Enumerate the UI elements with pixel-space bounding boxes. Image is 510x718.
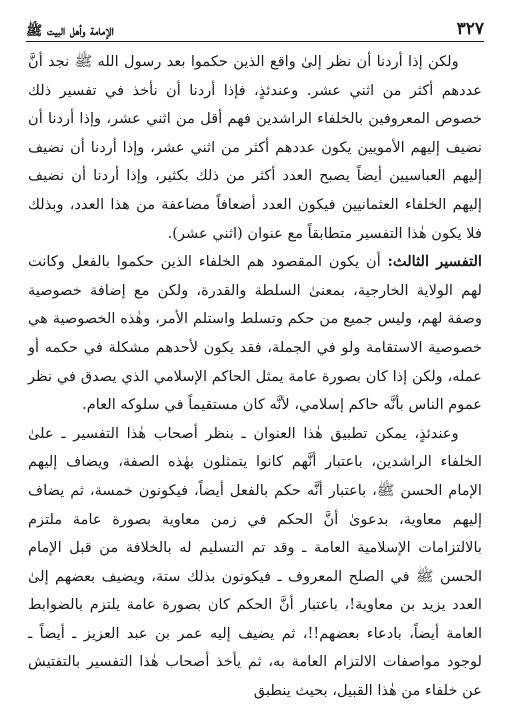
body-text — [28, 48, 482, 706]
paragraph-1: ولكن إذا أردنا أن نظر إلىٰ واقع الذين حكموا بعد رسول الله ﷺ نجد أنَّ عددهم أكثر من اثني عشر. وعندئذٍ، فإذا أردنا أن نأخذ في تفسير ذلك خصوص المعروفين بالخلفاء الراشدين فهم أقل من اثني عشر، وإذا أردنا أن نضيف إليهم الأمويين يكون عددهم أكثر من اثني عشر، وإذا أردنا أن نضيف إليهم العباسيين أيضاً يصبح العدد أكثر من ذلك بكثير، وإذا أردنا أن نضيف إليهم الخلفاء العثمانيين فيكون العدد أضعافاً مضاعفة من هذا العدد، وبذلك فلا يكون هٰذا التفسير متطابقاً مع عنوان (اثني عشر). — [28, 53, 482, 242]
paragraph-2 — [28, 248, 482, 420]
running-title: الإمامة وأهل البيت ﷺ — [26, 22, 114, 39]
page-number: ٣٢٧ — [456, 19, 484, 39]
page-header — [26, 14, 484, 42]
paragraph-2-text: أن يكون المقصود هم الخلفاء الذين حكموا بالفعل وكانت لهم الولاية الخارجية، بمعنىٰ السلطة والقدرة، ولكن مع إضافة خصوصية وصفة لهم، وليس جميع من حكم وتسلط واستلم الأمر، وهٰذه الخصوصية هي خصوصية الاستقامة ولو في الجملة، فقد يكون لأحدهم مشكلة في حكمه أو عمله، ولكن إذا كان بصورة عامة يمثل الحاكم الإسلامي الذي يصدق في نظر عموم الناس بأنَّه حاكم إسلامي، لأنَّه كان مستقيماً في سلوكه العام. — [28, 253, 482, 414]
section-heading: التفسير الثالث: — [387, 253, 482, 271]
paragraph-3: وعندئذٍ، يمكن تطبيق هٰذا العنوان ـ بنظر أصحاب هٰذا التفسير ـ علىٰ الخلفاء الراشدين، باعتبار أنَّهم كانوا يتمثلون بهٰذه الصفة، ويضاف إليهم الإمام الحسن ﷺ، باعتبار أنَّه حكم بالفعل أيضاً، فيكونون خمسة، ثم يضاف إليهم معاوية، بدعوىٰ أنَّ الحكم في زمن معاوية بصورة عامة ملتزم بالالتزامات الإسلامية العامة ـ وقد تم التسليم له بالخلافة من قبل الإمام الحسن ﷺ في الصلح المعروف ـ فيكونون بذلك ستة، ويضيف بعضهم إلىٰ العدد يزيد بن معاوية!، باعتبار أنَّ الحكم كان بصورة عامة يلتزم بالضوابط العامة أيضاً، بادعاء بعضهم!!، ثم يضيف إليه عمر بن عبد العزيز ـ أيضاً ـ لوجود مواصفات الالتزام العامة به، ثم يأخذ أصحاب هٰذا التفسير بالتفتيش عن خلفاء من هٰذا القبيل، بحيث ينطبق — [28, 424, 482, 700]
